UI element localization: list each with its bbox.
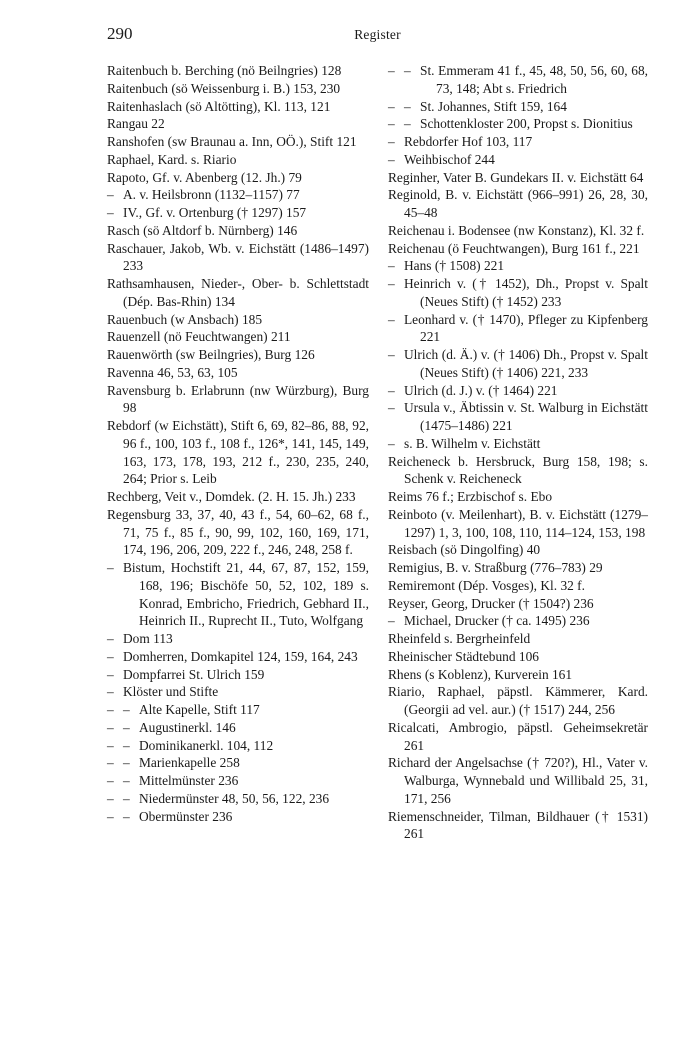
index-entry xyxy=(388,683,648,719)
index-entry-text: Niedermünster 48, 50, 56, 122, 236 xyxy=(139,790,330,806)
index-entry-text: Ulrich (d. J.) v. († 1464) 221 xyxy=(404,382,558,398)
index-entry-text: Reichenau (ö Feuchtwangen), Burg 161 f., 221 xyxy=(388,240,640,256)
index-entry xyxy=(388,648,648,666)
index-entry-text: Bistum, Hochstift 21, 44, 67, 87, 152, 159, 168, 196; Bischöfe 50, 52, 102, 189 s. Konrad, Embricho, Friedrich, Gebhard II., Heinrich II., Ruprecht II., Tuto, Wolfgang xyxy=(123,560,369,629)
subentry-dash: – xyxy=(107,666,114,682)
index-entry-text: Reinboto (v. Meilenhart), B. v. Eichstätt (1279–1297) 1, 3, 100, 108, 110, 114–124, 153, 198 xyxy=(388,506,648,540)
index-entry-text: Michael, Drucker († ca. 1495) 236 xyxy=(404,613,590,629)
subentry-dash: – xyxy=(123,702,130,717)
index-entry-text: Rangau 22 xyxy=(107,116,165,132)
subentry-dash: – xyxy=(123,755,130,771)
subentry-dash: – xyxy=(404,98,411,114)
subentry-dash: – xyxy=(107,205,114,220)
subentry-dash: – xyxy=(388,400,395,416)
index-entry-text: Ricalcati, Ambrogio, päpstl. Geheimsekretär 261 xyxy=(388,719,648,753)
index-entry xyxy=(388,488,648,506)
index-entry-text: St. Johannes, Stift 159, 164 xyxy=(420,98,567,114)
subentry-dash: – xyxy=(107,648,114,664)
subentry-dash: – xyxy=(388,258,395,274)
index-entry-text: Dom 113 xyxy=(123,631,173,646)
index-entry-text: Riario, Raphael, päpstl. Kämmerer, Kard. (Georgii ad vel. aur.) († 1517) 244, 256 xyxy=(388,684,648,717)
subentry-dash: – xyxy=(107,684,114,700)
index-entry-text: IV., Gf. v. Ortenburg († 1297) 157 xyxy=(123,205,307,220)
subentry-dash: – xyxy=(388,276,395,291)
index-entry xyxy=(107,382,369,418)
index-entry-text: Reichenau i. Bodensee (nw Konstanz), Kl. 32 f. xyxy=(388,222,645,238)
index-entry xyxy=(388,257,648,275)
index-entry-text: Rapoto, Gf. v. Abenberg (12. Jh.) 79 xyxy=(107,169,302,185)
index-entry-text: Ravensburg b. Erlabrunn (nw Würzburg), Burg 98 xyxy=(107,382,369,416)
subentry-dash: – xyxy=(388,116,395,132)
subentry-dash: – xyxy=(107,560,114,575)
index-entry-text: Mittelmünster 236 xyxy=(139,773,239,788)
subentry-dash: – xyxy=(123,737,130,753)
index-entry xyxy=(107,488,369,506)
index-entry xyxy=(107,186,369,204)
index-entry xyxy=(107,328,369,346)
index-entry xyxy=(388,133,648,151)
index-entry xyxy=(107,683,369,701)
index-entry-text: Reginold, B. v. Eichstätt (966–991) 26, 28, 30, 45–48 xyxy=(388,187,648,220)
index-entry xyxy=(107,98,369,116)
index-entry xyxy=(388,382,648,400)
index-column-right xyxy=(388,62,648,843)
index-entry-text: A. v. Heilsbronn (1132–1157) 77 xyxy=(123,187,300,203)
subentry-dash: – xyxy=(388,98,395,114)
index-entry xyxy=(107,133,369,151)
index-entry-text: Rheinfeld s. Bergrheinfeld xyxy=(388,631,531,646)
index-entry-text: St. Emmeram 41 f., 45, 48, 50, 56, 60, 68, 73, 148; Abt s. Friedrich xyxy=(420,63,648,96)
index-entry xyxy=(388,754,648,807)
index-entry xyxy=(107,701,369,719)
subentry-dash: – xyxy=(107,737,114,753)
index-entry-text: Raitenhaslach (sö Altötting), Kl. 113, 121 xyxy=(107,98,331,114)
index-entry-text: s. B. Wilhelm v. Eichstätt xyxy=(404,435,541,451)
subentry-dash: – xyxy=(107,187,114,203)
index-entry xyxy=(107,737,369,755)
index-entry-text: Augustinerkl. 146 xyxy=(139,719,236,735)
index-entry xyxy=(388,630,648,648)
subentry-dash: – xyxy=(404,116,411,132)
subentry-dash: – xyxy=(388,435,395,451)
index-entry-text: Ulrich (d. Ä.) v. († 1406) Dh., Propst v. Spalt (Neues Stift) († 1406) 221, 233 xyxy=(404,347,648,380)
index-entry-text: Marienkapelle 258 xyxy=(139,755,240,771)
index-entry xyxy=(107,240,369,276)
index-entry xyxy=(107,719,369,737)
index-entry-text: Hans († 1508) 221 xyxy=(404,258,505,274)
index-entry-text: Rhens (s Koblenz), Kurverein 161 xyxy=(388,666,573,682)
index-entry-text: Weihbischof 244 xyxy=(404,151,495,167)
index-entry-text: Reicheneck b. Hersbruck, Burg 158, 198; s. Schenk v. Reicheneck xyxy=(388,453,648,487)
index-entry xyxy=(107,630,369,648)
index-entry xyxy=(388,151,648,169)
index-entry-text: Domherren, Domkapitel 124, 159, 164, 243 xyxy=(123,648,358,664)
index-entry xyxy=(388,541,648,559)
subentry-dash: – xyxy=(123,719,130,735)
index-column-left xyxy=(107,62,369,825)
index-entry xyxy=(388,559,648,577)
index-entry xyxy=(388,275,648,311)
subentry-dash: – xyxy=(388,134,395,149)
index-entry xyxy=(107,648,369,666)
subentry-dash: – xyxy=(123,808,130,824)
subentry-dash: – xyxy=(123,790,130,806)
index-entry xyxy=(388,595,648,613)
index-entry-text: Reyser, Georg, Drucker († 1504?) 236 xyxy=(388,595,594,611)
index-entry xyxy=(107,62,369,80)
index-entry-text: Rauenzell (nö Feuchtwangen) 211 xyxy=(107,329,291,345)
index-entry xyxy=(107,80,369,98)
index-entry xyxy=(388,311,648,347)
index-entry xyxy=(388,453,648,489)
index-entry xyxy=(107,754,369,772)
index-entry xyxy=(107,790,369,808)
subentry-dash: – xyxy=(107,790,114,806)
index-entry xyxy=(107,559,369,630)
subentry-dash: – xyxy=(388,311,395,327)
index-entry xyxy=(107,311,369,329)
index-entry xyxy=(388,186,648,222)
subentry-dash: – xyxy=(107,719,114,735)
index-entry-text: Obermünster 236 xyxy=(139,808,233,824)
index-entry xyxy=(107,417,369,488)
index-entry-text: Richard der Angelsachse († 720?), Hl., Vater v. Walburga, Wynnebald und Willibald 25, 31, 171, 256 xyxy=(388,755,648,806)
index-entry xyxy=(107,222,369,240)
index-entry-text: Rauenwörth (sw Beilngries), Burg 126 xyxy=(107,347,315,362)
index-entry xyxy=(388,719,648,755)
index-entry xyxy=(388,577,648,595)
index-entry xyxy=(388,666,648,684)
index-entry-text: Reginher, Vater B. Gundekars II. v. Eichstätt 64 xyxy=(388,169,644,185)
index-entry-text: Raphael, Kard. s. Riario xyxy=(107,151,237,167)
index-entry-text: Heinrich v. († 1452), Dh., Propst v. Spalt (Neues Stift) († 1452) 233 xyxy=(404,276,648,309)
index-entry-text: Regensburg 33, 37, 40, 43 f., 54, 60–62, 68 f., 71, 75 f., 85 f., 90, 99, 102, 160, 169, 171, 174, 196, 206, 209, 222 f., 246, 248, 258 f. xyxy=(107,506,369,558)
index-entry-text: Reisbach (sö Dingolfing) 40 xyxy=(388,542,541,558)
subentry-dash: – xyxy=(388,347,395,362)
index-entry xyxy=(388,346,648,382)
index-entry xyxy=(107,666,369,684)
index-entry-text: Ravenna 46, 53, 63, 105 xyxy=(107,364,238,380)
index-entry-text: Klöster und Stifte xyxy=(123,684,219,700)
index-entry-text: Raitenbuch (sö Weissenburg i. B.) 153, 230 xyxy=(107,80,341,96)
index-entry-text: Remigius, B. v. Straßburg (776–783) 29 xyxy=(388,560,603,575)
index-entry-text: Remiremont (Dép. Vosges), Kl. 32 f. xyxy=(388,577,585,593)
index-entry-text: Rathsamhausen, Nieder-, Ober- b. Schlettstadt (Dép. Bas-Rhin) 134 xyxy=(107,276,369,309)
subentry-dash: – xyxy=(388,151,395,167)
index-entry xyxy=(388,115,648,133)
index-entry-text: Rasch (sö Altdorf b. Nürnberg) 146 xyxy=(107,222,298,238)
index-entry xyxy=(107,115,369,133)
index-entry xyxy=(107,506,369,559)
index-entry-text: Rebdorf (w Eichstätt), Stift 6, 69, 82–86, 88, 92, 96 f., 100, 103 f., 108 f., 126*, 141, 145, 149, 163, 173, 178, 193, 212 f., 230, 235, 240, 264; Prior s. Leib xyxy=(107,418,369,487)
index-entry-text: Rebdorfer Hof 103, 117 xyxy=(404,134,533,149)
index-entry-text: Rauenbuch (w Ansbach) 185 xyxy=(107,311,263,327)
index-entry xyxy=(388,808,648,844)
index-entry xyxy=(388,240,648,258)
index-entry xyxy=(388,506,648,542)
index-entry xyxy=(388,435,648,453)
running-head: Register xyxy=(354,27,401,42)
index-entry-text: Schottenkloster 200, Propst s. Dionitius xyxy=(420,116,633,132)
index-entry-text: Rheinischer Städtebund 106 xyxy=(388,648,539,664)
index-entry xyxy=(388,98,648,116)
index-entry-text: Leonhard v. († 1470), Pfleger zu Kipfenberg 221 xyxy=(404,311,648,345)
subentry-dash: – xyxy=(388,63,395,78)
index-entry xyxy=(107,346,369,364)
page-number: 290 xyxy=(107,24,133,43)
page-header xyxy=(107,24,648,48)
subentry-dash: – xyxy=(107,631,114,646)
index-entry-text: Raitenbuch b. Berching (nö Beilngries) 128 xyxy=(107,63,342,78)
subentry-dash: – xyxy=(388,613,395,629)
index-entry-text: Ranshofen (sw Braunau a. Inn, OÖ.), Stift 121 xyxy=(107,134,357,149)
index-entry-text: Reims 76 f.; Erzbischof s. Ebo xyxy=(388,489,553,504)
index-entry-text: Riemenschneider, Tilman, Bildhauer († 1531) 261 xyxy=(388,808,648,842)
subentry-dash: – xyxy=(107,755,114,771)
index-entry xyxy=(107,204,369,222)
subentry-dash: – xyxy=(107,773,114,788)
index-entry-text: Dominikanerkl. 104, 112 xyxy=(139,737,274,753)
index-entry xyxy=(388,399,648,435)
subentry-dash: – xyxy=(388,382,395,398)
index-entry xyxy=(107,772,369,790)
index-entry xyxy=(388,62,648,98)
index-entry xyxy=(388,169,648,187)
index-entry xyxy=(107,151,369,169)
index-entry xyxy=(107,169,369,187)
index-entry-text: Ursula v., Äbtissin v. St. Walburg in Eichstätt (1475–1486) 221 xyxy=(404,400,648,433)
index-entry-text: Dompfarrei St. Ulrich 159 xyxy=(123,666,265,682)
subentry-dash: – xyxy=(107,702,114,717)
index-entry xyxy=(107,275,369,311)
index-entry-text: Alte Kapelle, Stift 117 xyxy=(139,702,260,717)
index-entry-text: Raschauer, Jakob, Wb. v. Eichstätt (1486–1497) 233 xyxy=(107,240,369,274)
subentry-dash: – xyxy=(404,63,411,78)
index-entry xyxy=(388,222,648,240)
index-entry xyxy=(107,364,369,382)
index-entry-text: Rechberg, Veit v., Domdek. (2. H. 15. Jh.) 233 xyxy=(107,489,356,504)
subentry-dash: – xyxy=(107,808,114,824)
index-entry xyxy=(388,612,648,630)
index-entry xyxy=(107,808,369,826)
subentry-dash: – xyxy=(123,773,130,788)
